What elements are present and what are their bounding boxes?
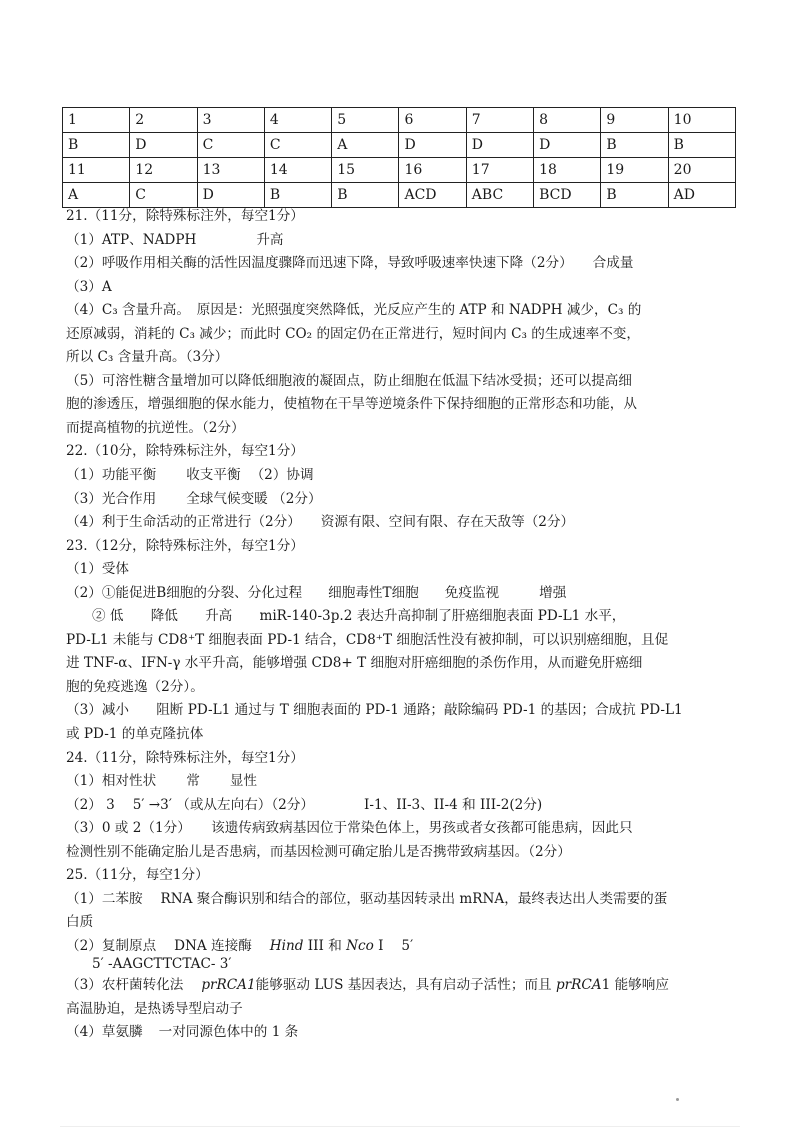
q23-part2b-line3: 进 TNF-α、IFN-γ 水平升高，能够增强 CD8+ T 细胞对肝癌细胞的杀伤作用，从而避免肝癌细 [66, 655, 643, 672]
q23-part2b-line4: 胞的免疫逃逸（2分）。 [66, 678, 204, 695]
q23-part2b-line1: ② 低 降低 升高 miR-140-3p.2 表达升高抑制了肝癌细胞表面 PD-L1 水平， [92, 608, 626, 625]
scan-speck [676, 1098, 679, 1101]
answer-table-cell: B [601, 133, 668, 158]
q25-part3-line2: 高温胁迫，是热诱导型启动子 [66, 1000, 243, 1017]
q25-part1-line2: 白质 [66, 914, 94, 931]
q21-part4-line3: 所以 C₃ 含量升高。（3分） [66, 349, 229, 366]
answer-table-cell: C [197, 133, 264, 158]
page-bottom-edge [60, 1126, 740, 1127]
answer-table-cell: B [332, 183, 399, 208]
q24-part3-line2: 检测性别不能确定胎儿是否患病，而基因检测可确定胎儿是否携带致病基因。（2分） [66, 843, 571, 860]
q23-part2b-line2: PD-L1 未能与 CD8⁺T 细胞表面 PD-1 结合，CD8⁺T 细胞活性没有被抑制，可以识别癌细胞，且促 [66, 631, 669, 648]
answer-table-cell: 5 [332, 108, 399, 133]
answer-table-cell: 13 [197, 158, 264, 183]
answer-table-cell: 8 [534, 108, 601, 133]
q21-part4-line2: 还原减弱，消耗的 C₃ 减少；而此时 CO₂ 的固定仍在正常进行，短时间内 C₃ 的生成速率不变， [66, 325, 640, 342]
answer-table-cell: A [332, 133, 399, 158]
answer-table-cell: 18 [534, 158, 601, 183]
answer-table-cell: ACD [399, 183, 466, 208]
q25-part1-line1: （1）二苯胺 RNA 聚合酶识别和结合的部位，驱动基因转录出 mRNA，最终表达出人类需要的蛋 [66, 890, 668, 907]
answer-table-cell: B [668, 133, 735, 158]
answer-table-row [63, 108, 736, 133]
answer-table-cell: 16 [399, 158, 466, 183]
answer-table-cell: D [197, 183, 264, 208]
q21-part5-line1: （5）可溶性糖含量增加可以降低细胞液的凝固点，防止细胞在低温下结冰受损；还可以提高细 [66, 372, 632, 389]
q21-part5-line3: 而提高植物的抗逆性。（2分） [66, 419, 245, 436]
q24-part2: （2） 3 5′ →3′ （或从左向右）（2分） Ⅰ-1、II-3、II-4 和 III-2(2分) [66, 796, 543, 813]
answer-explanations [66, 205, 738, 1045]
answer-table-cell: B [63, 133, 130, 158]
answer-table-cell: 4 [264, 108, 331, 133]
q22-part1: （1）功能平衡 收支平衡 （2）协调 [66, 467, 314, 484]
answer-table-cell: 1 [63, 108, 130, 133]
q21-part2: （2）呼吸作用相关酶的活性因温度骤降而迅速下降，导致呼吸速率快速下降（2分） 合成量 [66, 255, 634, 272]
answer-table-cell: 7 [466, 108, 533, 133]
q22-part4: （4）利于生命活动的正常进行（2分） 资源有限、空间有限、存在天敌等（2分） [66, 514, 575, 531]
answer-table-cell: 3 [197, 108, 264, 133]
answer-table-cell: A [63, 183, 130, 208]
answer-table-row [63, 158, 736, 183]
answer-table-cell: BCD [534, 183, 601, 208]
q22-part3: （3）光合作用 全球气候变暖 （2分） [66, 490, 322, 507]
q24-part1: （1）相对性状 常 显性 [66, 773, 257, 790]
q25-part2-sequence: 5′ -AAGCTTCTAC- 3′ [92, 955, 232, 972]
answer-table-cell: 14 [264, 158, 331, 183]
q21-part3: （3）A [66, 278, 112, 295]
q23-part1: （1）受体 [66, 561, 130, 578]
q25-part4: （4）草氨膦 一对同源色体中的 1 条 [66, 1024, 299, 1041]
answer-table-cell: 6 [399, 108, 466, 133]
answer-table-cell: 10 [668, 108, 735, 133]
answer-table [62, 107, 736, 208]
q21-part4-line1: （4）C₃ 含量升高。 原因是：光照强度突然降低，光反应产生的 ATP 和 NADPH 减少，C₃ 的 [66, 302, 642, 319]
answer-table-cell: D [399, 133, 466, 158]
answer-table-cell: C [130, 183, 197, 208]
answer-table-cell: B [264, 183, 331, 208]
q21-part5-line2: 胞的渗透压，增强细胞的保水能力，使植物在干旱等逆境条件下保持细胞的正常形态和功能，从 [66, 396, 637, 413]
answer-table-cell: 19 [601, 158, 668, 183]
answer-table-cell: 17 [466, 158, 533, 183]
answer-table-row [63, 133, 736, 158]
q21-header: 21.（11分，除特殊标注外，每空1分） [66, 208, 304, 224]
q25-part2: （2）复制原点 DNA 连接酶 Hind III 和 Nco I 5′ [66, 937, 414, 954]
answer-table-cell: D [534, 133, 601, 158]
q25-part3: （3）农杆菌转化法 prRCA1能够驱动 LUS 基因表达，具有启动子活性；而且 prRCA1 能够响应 [66, 977, 669, 994]
answer-table-cell: D [466, 133, 533, 158]
q24-header: 24.（11分，除特殊标注外，每空1分） [66, 749, 304, 766]
answer-table-cell: 20 [668, 158, 735, 183]
q22-header: 22.（10分，除特殊标注外，每空1分） [66, 443, 304, 460]
q24-part3-line1: （3）0 或 2（1分） 该遗传病致病基因位于常染色体上，男孩或者女孩都可能患病，因此只 [66, 820, 633, 837]
q23-header: 23.（12分，除特殊标注外，每空1分） [66, 537, 304, 554]
answer-table-cell: 9 [601, 108, 668, 133]
answer-table-cell: C [264, 133, 331, 158]
answer-table-cell: 11 [63, 158, 130, 183]
answer-table-row [63, 183, 736, 208]
answer-table-cell: ABC [466, 183, 533, 208]
q25-header: 25.（11分，每空1分） [66, 867, 209, 884]
answer-table-cell: 12 [130, 158, 197, 183]
q23-part3-line1: （3）减小 阻断 PD-L1 通过与 T 细胞表面的 PD-1 通路；敲除编码 PD-1 的基因；合成抗 PD-L1 [66, 702, 683, 719]
answer-table-cell: D [130, 133, 197, 158]
q23-part3-line2: 或 PD-1 的单克隆抗体 [66, 726, 204, 743]
answer-table-cell: AD [668, 183, 735, 208]
answer-table-cell: 15 [332, 158, 399, 183]
answer-table-cell: B [601, 183, 668, 208]
answer-table-cell: 2 [130, 108, 197, 133]
q23-part2: （2）①能促进B细胞的分裂、分化过程 细胞毒性T细胞 免疫监视 增强 [66, 584, 567, 601]
q21-part1: （1）ATP、NADPH 升高 [66, 231, 284, 248]
